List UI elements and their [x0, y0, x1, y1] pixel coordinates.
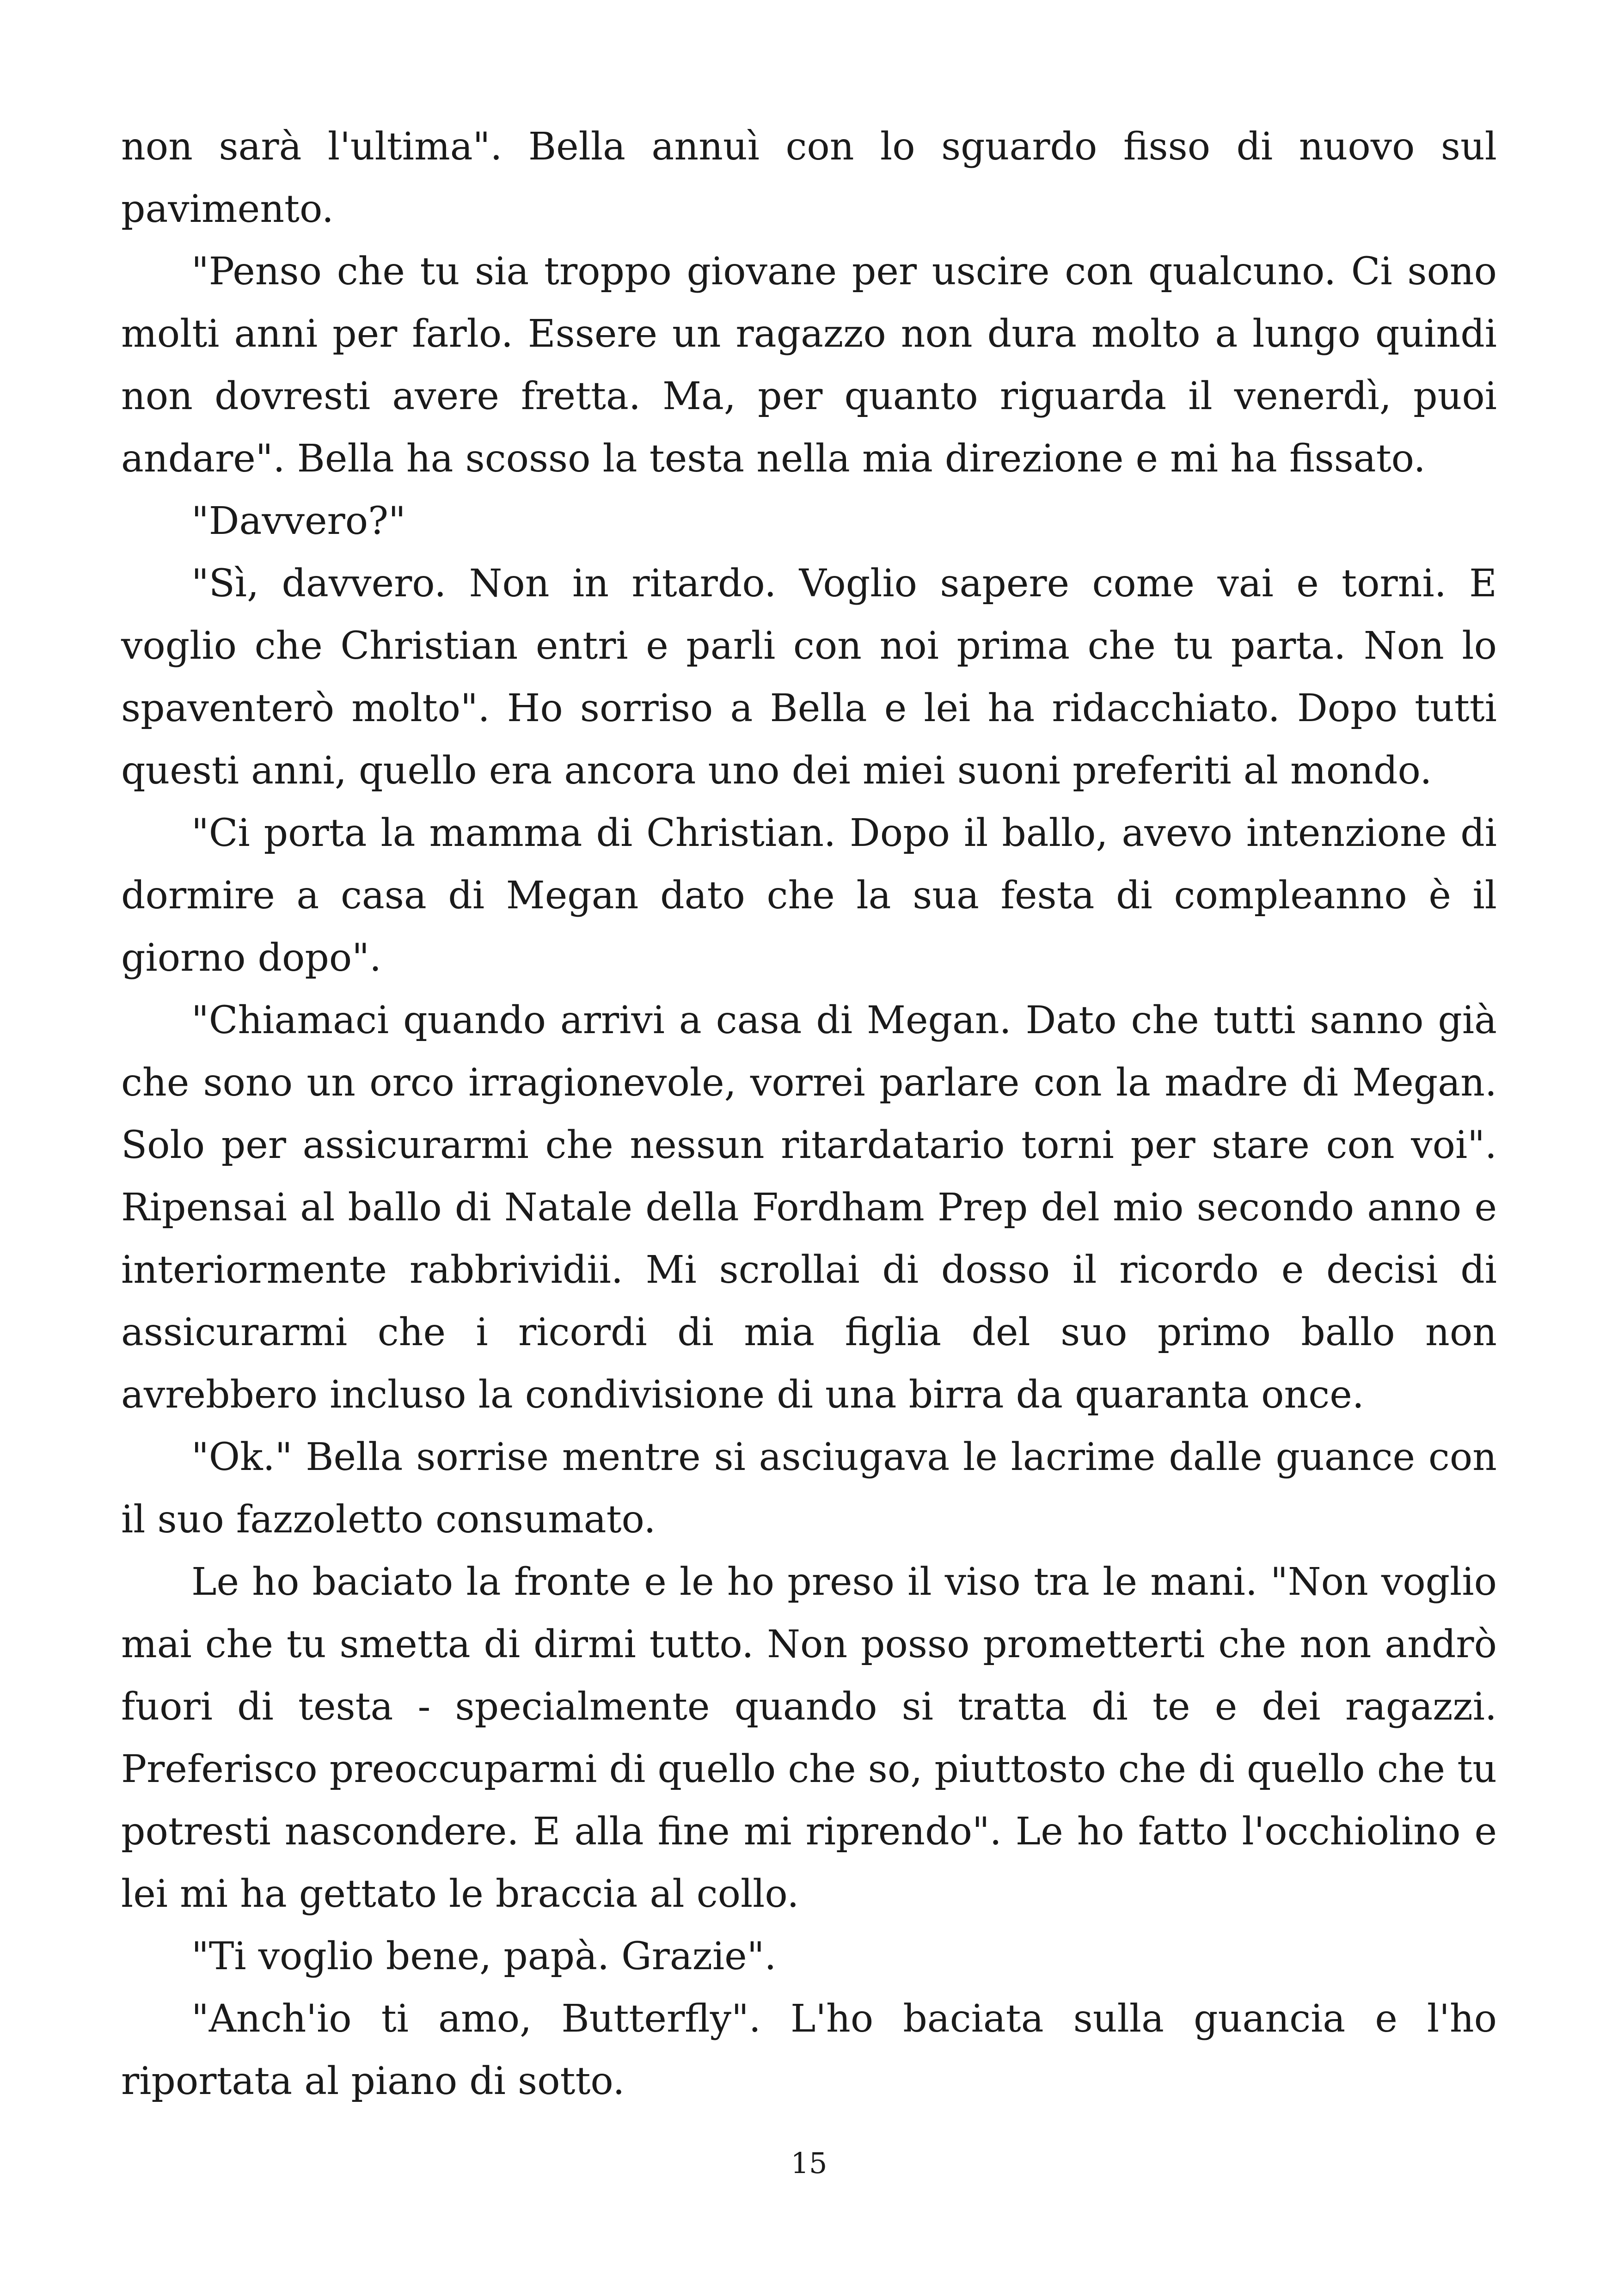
paragraph: Le ho baciato la fronte e le ho preso il viso tra le mani. "Non voglio mai che tu smetta di dirmi tutto. Non posso prometterti che non andrò fuori di testa - specialmente quando si tratta di te e dei ragazzi. Preferisco preoccuparmi di quello che so, piuttosto che di quello che tu potresti nascondere. E alla fine mi riprendo". Le ho fatto l'occhiolino e lei mi ha gettato le braccia al collo.: [121, 1560, 1497, 1916]
paragraph: "Chiamaci quando arrivi a casa di Megan. Dato che tutti sanno già che sono un orco irragionevole, vorrei parlare con la madre di Megan. Solo per assicurarmi che nessun ritardatario torni per stare con voi". Ripensai al ballo di Natale della Fordham Prep del mio secondo anno e interiormente rabbrividii. Mi scrollai di dosso il ricordo e decisi di assicurarmi che i ricordi di mia figlia del suo primo ballo non avrebbero incluso la condivisione di una birra da quaranta once.: [121, 998, 1497, 1417]
paragraph: "Ok." Bella sorrise mentre si asciugava le lacrime dalle guance con il suo fazzoletto consumato.: [121, 1435, 1497, 1542]
paragraph: "Ci porta la mamma di Christian. Dopo il ballo, avevo intenzione di dormire a casa di Megan dato che la sua festa di compleanno è il giorno dopo".: [121, 811, 1497, 980]
paragraph: "Sì, davvero. Non in ritardo. Voglio sapere come vai e torni. E voglio che Christian entri e parli con noi prima che tu parta. Non lo spaventerò molto". Ho sorriso a Bella e lei ha ridacchiato. Dopo tutti questi anni, quello era ancora uno dei miei suoni preferiti al mondo.: [121, 562, 1497, 793]
paragraph: "Ti voglio bene, papà. Grazie".: [191, 1935, 777, 1978]
paragraph: "Davvero?": [191, 499, 406, 543]
paragraph: "Anch'io ti amo, Butterfly". L'ho baciata sulla guancia e l'ho riportata al piano di sotto.: [121, 1997, 1497, 2103]
paragraph: "Penso che tu sia troppo giovane per uscire con qualcuno. Ci sono molti anni per farlo. Essere un ragazzo non dura molto a lungo quindi non dovresti avere fretta. Ma, per quanto riguarda il venerdì, puoi andare". Bella ha scosso la testa nella mia direzione e mi ha fissato.: [121, 250, 1497, 481]
page-body: [121, 116, 1497, 2112]
page-number: 15: [791, 2146, 827, 2180]
paragraph: non sarà l'ultima". Bella annuì con lo sguardo fisso di nuovo sul pavimento.: [121, 125, 1497, 231]
